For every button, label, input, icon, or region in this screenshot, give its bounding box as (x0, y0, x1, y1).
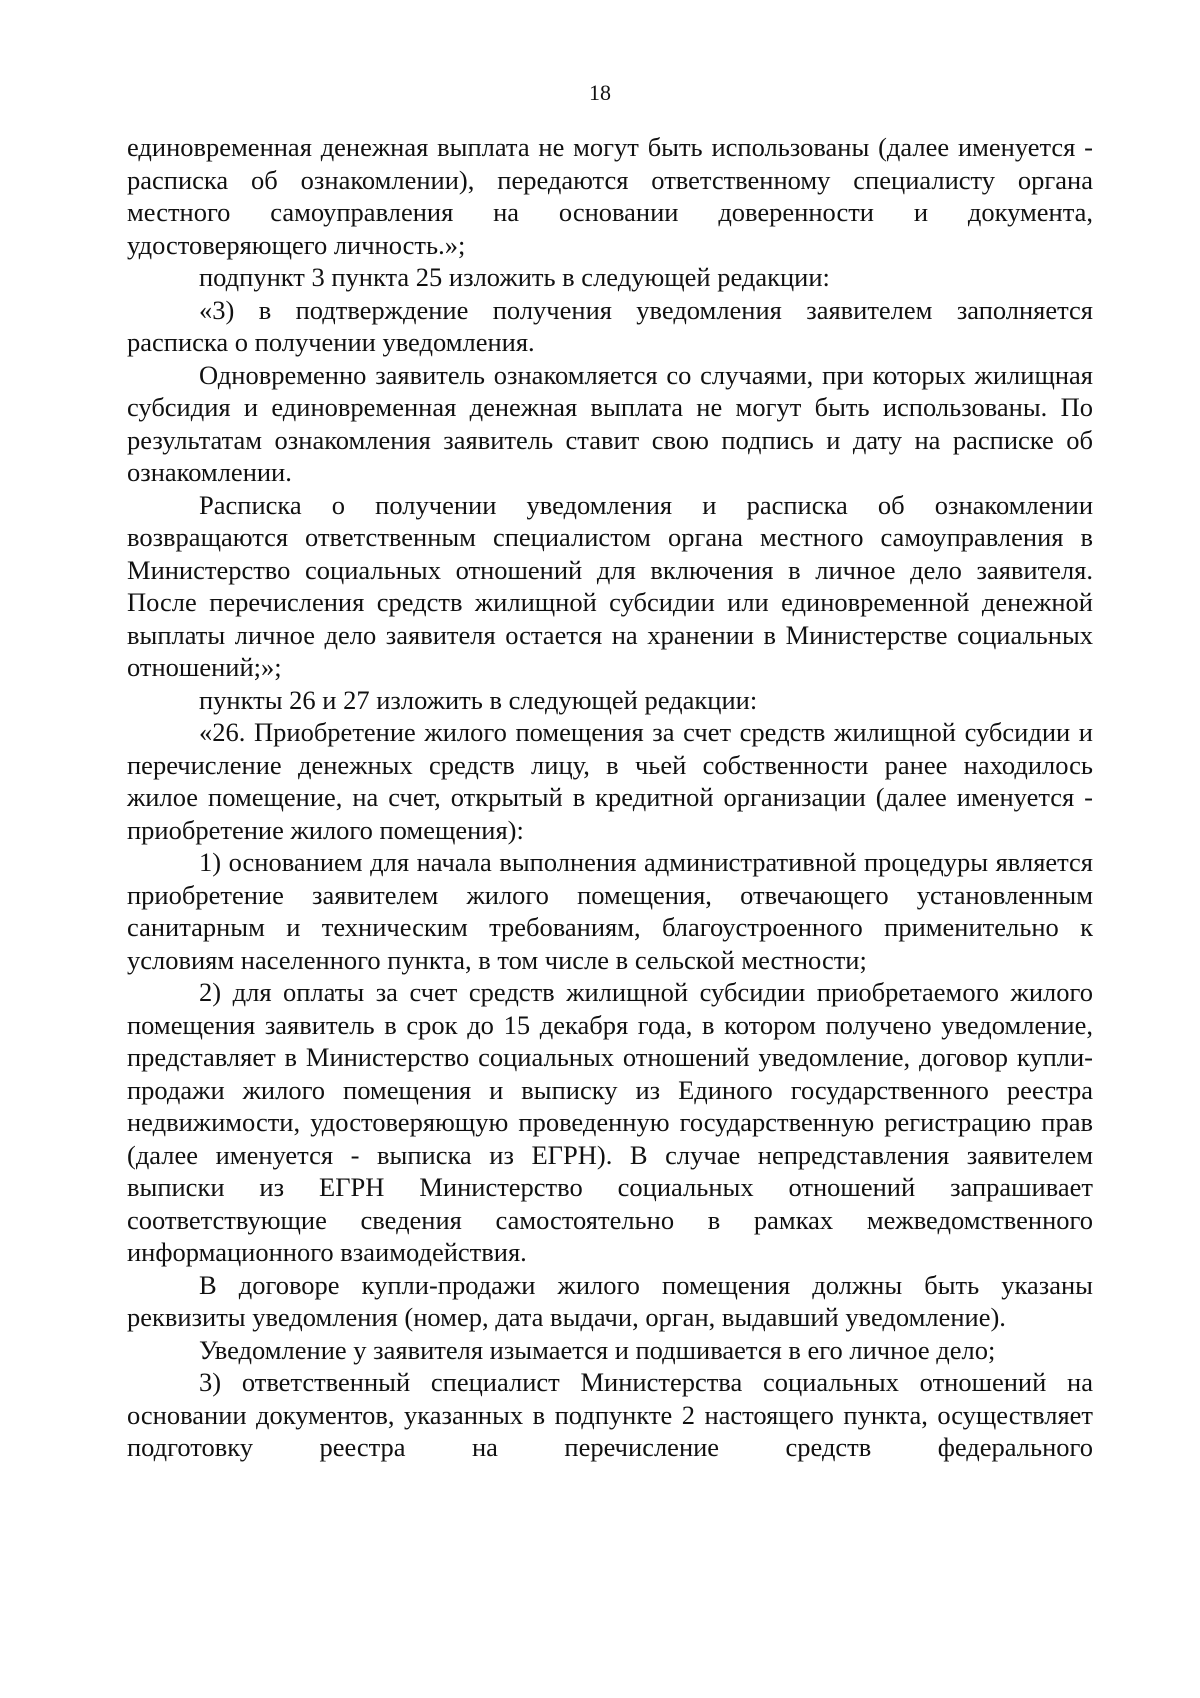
paragraph-item-1: 1) основанием для начала выполнения административной процедуры является приобретение заявителем жилого помещения, отвечающего установленным санитарным и техническим требованиям, благоустроенного применительно к условиям населенного пункта, в том числе в сельской местности; (127, 847, 1093, 975)
paragraph-item-2: 2) для оплаты за счет средств жилищной субсидии приобретаемого жилого помещения заявитель в срок до 15 декабря года, в котором получено уведомление, представляет в Министерство социальных отношений уведомление, договор купли-продажи жилого помещения и выписку из Единого государственного реестра недвижимости, удостоверяющую проведенную государственную регистрацию прав (далее именуется - выписка из ЕГРН). В случае непредставления заявителем выписки из ЕГРН Министерство социальных отношений запрашивает соответствующие сведения самостоятельно в рамках межведомственного информационного взаимодействия. (127, 977, 1093, 1267)
paragraph-subclause-3-instruction: подпункт 3 пункта 25 изложить в следующей редакции: (199, 262, 830, 292)
paragraph-clauses-26-27-instruction: пункты 26 и 27 изложить в следующей редакции: (199, 684, 758, 715)
paragraph-clause-26: «26. Приобретение жилого помещения за счет средств жилищной субсидии и перечисление денежных средств лицу, в чьей собственности ранее находилось жилое помещение, на счет, открытый в кредитной организации (далее именуется - приобретение жилого помещения): (127, 717, 1093, 845)
paragraph-contract-requisites: В договоре купли-продажи жилого помещения должны быть указаны реквизиты уведомления (номер, дата выдачи, орган, выдавший уведомление). (127, 1269, 1093, 1332)
paragraph-item-3: 3) ответственный специалист Министерства социальных отношений на основании документов, указанных в подпункте 2 настоящего пункта, осуществляет подготовку реестра на перечисление средств федерального (127, 1367, 1093, 1462)
paragraph-familiarization: Одновременно заявитель ознакомляется со случаями, при которых жилищная субсидия и единовременная денежная выплата не могут быть использованы. По результатам ознакомления заявитель ставит свою подпись и дату на расписке об ознакомлении. (127, 359, 1093, 487)
paragraph-receipts-returned: Расписка о получении уведомления и расписка об ознакомлении возвращаются ответственным специалистом органа местного самоуправления в Министерство социальных отношений для включения в личное дело заявителя. После перечисления средств жилищной субсидии или единовременной денежной выплаты личное дело заявителя остается на хранении в Министерстве социальных отношений;»; (127, 489, 1093, 682)
document-body (127, 131, 1093, 1464)
paragraph-notice-withdrawn: Уведомление у заявителя изымается и подшивается в его личное дело; (199, 1334, 996, 1365)
paragraph-subclause-3: «3) в подтверждение получения уведомления заявителем заполняется расписка о получении уведомления. (127, 294, 1093, 357)
paragraph-continuation: единовременная денежная выплата не могут быть использованы (далее именуется - расписка об ознакомлении), передаются ответственному специалисту органа местного самоуправления на основании доверенности и документа, удостоверяющего личность.»; (127, 132, 1093, 260)
page-number: 18 (589, 80, 611, 105)
